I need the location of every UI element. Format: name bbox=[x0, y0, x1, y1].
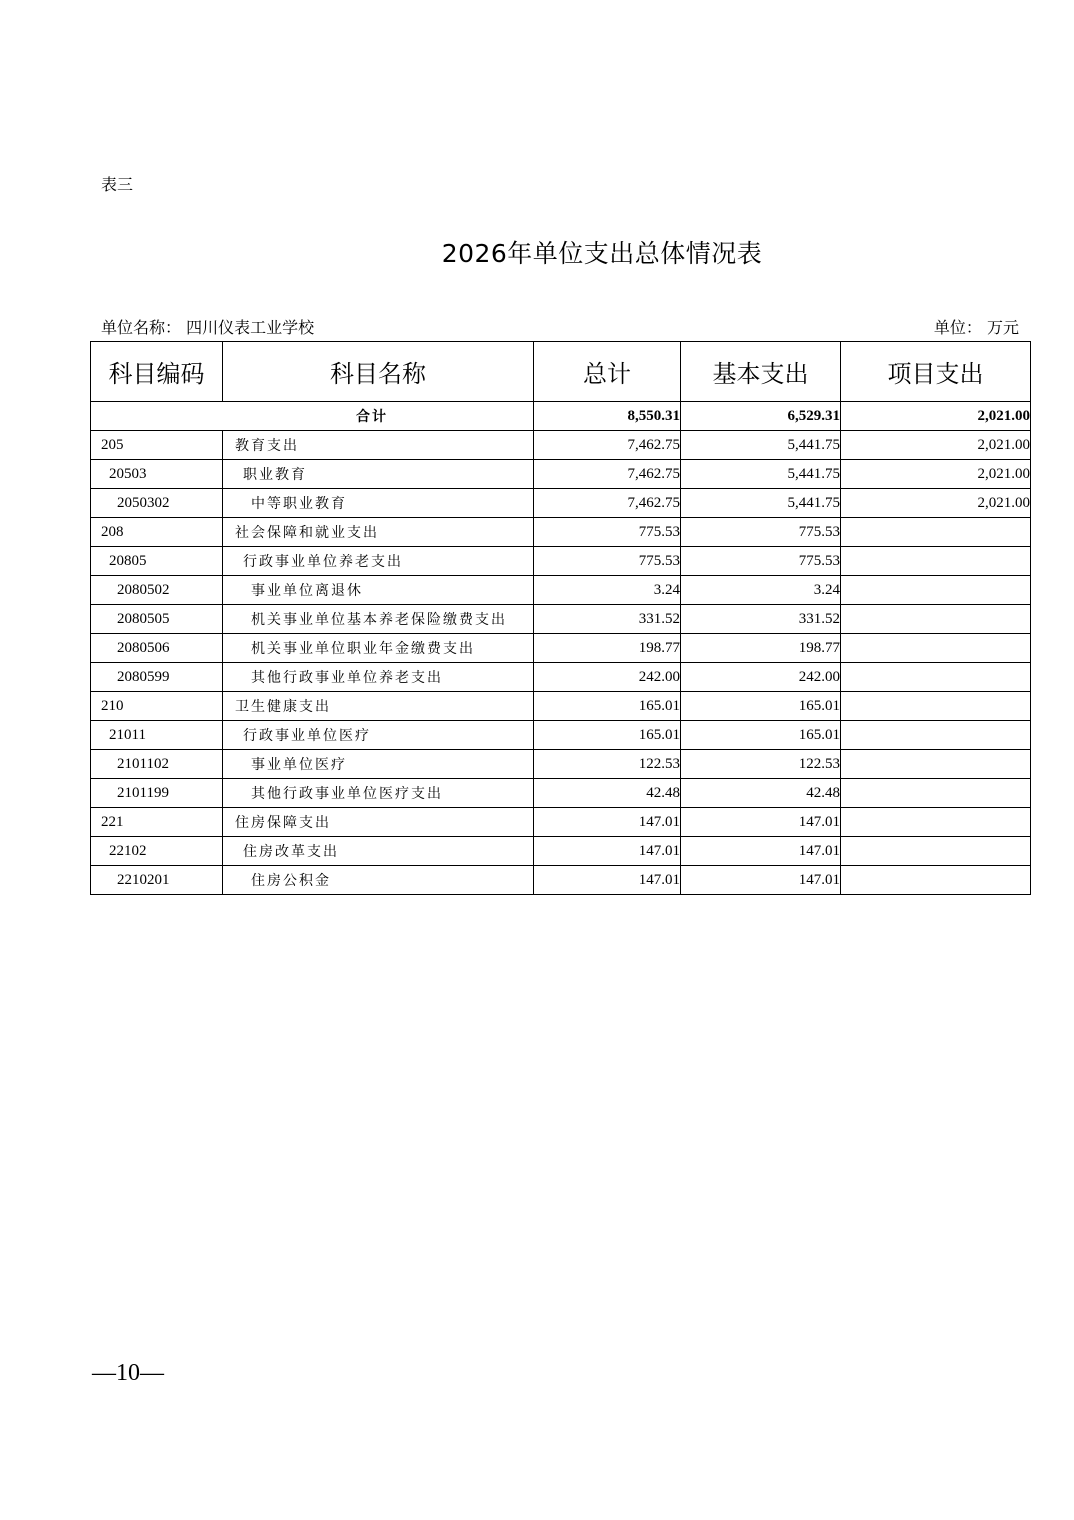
row-project: 2,021.00 bbox=[841, 489, 1031, 518]
unit-label: 单位： 万元 bbox=[933, 318, 1019, 337]
table-row bbox=[91, 866, 1031, 895]
page-title: 2026年单位支出总体情况表 bbox=[441, 239, 763, 268]
row-basic: 198.77 bbox=[681, 634, 841, 663]
row-name: 事业单位离退休 bbox=[223, 576, 534, 605]
row-name: 行政事业单位医疗 bbox=[223, 721, 534, 750]
row-project bbox=[841, 605, 1031, 634]
row-code: 2210201 bbox=[91, 866, 223, 895]
table-row bbox=[91, 547, 1031, 576]
row-basic: 147.01 bbox=[681, 866, 841, 895]
table-row bbox=[91, 779, 1031, 808]
row-code: 205 bbox=[91, 431, 223, 460]
row-code: 2080506 bbox=[91, 634, 223, 663]
row-total: 147.01 bbox=[534, 808, 681, 837]
row-basic: 5,441.75 bbox=[681, 460, 841, 489]
row-code: 22102 bbox=[91, 837, 223, 866]
row-total: 198.77 bbox=[534, 634, 681, 663]
row-name: 中等职业教育 bbox=[223, 489, 534, 518]
total-label: 合计 bbox=[91, 402, 534, 431]
table-row bbox=[91, 431, 1031, 460]
row-code: 210 bbox=[91, 692, 223, 721]
row-basic: 122.53 bbox=[681, 750, 841, 779]
row-code: 2050302 bbox=[91, 489, 223, 518]
expenditure-table bbox=[90, 341, 1031, 895]
row-total: 147.01 bbox=[534, 837, 681, 866]
row-total: 122.53 bbox=[534, 750, 681, 779]
row-total: 42.48 bbox=[534, 779, 681, 808]
table-row bbox=[91, 837, 1031, 866]
row-basic: 147.01 bbox=[681, 837, 841, 866]
row-total: 775.53 bbox=[534, 547, 681, 576]
table-row bbox=[91, 634, 1031, 663]
header-basic: 基本支出 bbox=[681, 342, 841, 402]
row-project bbox=[841, 576, 1031, 605]
row-basic: 331.52 bbox=[681, 605, 841, 634]
row-basic: 147.01 bbox=[681, 808, 841, 837]
row-name: 机关事业单位职业年金缴费支出 bbox=[223, 634, 534, 663]
header-name: 科目名称 bbox=[223, 342, 534, 402]
row-basic: 5,441.75 bbox=[681, 489, 841, 518]
row-project bbox=[841, 750, 1031, 779]
table-row bbox=[91, 692, 1031, 721]
table-row bbox=[91, 750, 1031, 779]
row-basic: 165.01 bbox=[681, 692, 841, 721]
header-project: 项目支出 bbox=[841, 342, 1031, 402]
row-total: 7,462.75 bbox=[534, 431, 681, 460]
row-project bbox=[841, 866, 1031, 895]
table-row bbox=[91, 489, 1031, 518]
row-name: 其他行政事业单位医疗支出 bbox=[223, 779, 534, 808]
row-code: 2101199 bbox=[91, 779, 223, 808]
row-total: 7,462.75 bbox=[534, 460, 681, 489]
table-row bbox=[91, 605, 1031, 634]
row-basic: 5,441.75 bbox=[681, 431, 841, 460]
row-name: 职业教育 bbox=[223, 460, 534, 489]
row-project bbox=[841, 547, 1031, 576]
row-basic: 775.53 bbox=[681, 547, 841, 576]
row-total: 147.01 bbox=[534, 866, 681, 895]
row-project bbox=[841, 808, 1031, 837]
table-header-row bbox=[91, 342, 1031, 402]
row-total: 3.24 bbox=[534, 576, 681, 605]
row-code: 2080502 bbox=[91, 576, 223, 605]
row-name: 住房公积金 bbox=[223, 866, 534, 895]
table-row bbox=[91, 721, 1031, 750]
row-code: 208 bbox=[91, 518, 223, 547]
row-name: 教育支出 bbox=[223, 431, 534, 460]
row-name: 住房保障支出 bbox=[223, 808, 534, 837]
row-total: 331.52 bbox=[534, 605, 681, 634]
row-code: 2080599 bbox=[91, 663, 223, 692]
table-row bbox=[91, 518, 1031, 547]
row-total: 775.53 bbox=[534, 518, 681, 547]
row-name: 社会保障和就业支出 bbox=[223, 518, 534, 547]
unit-name: 单位名称： 四川仪表工业学校 bbox=[101, 318, 315, 337]
row-basic: 242.00 bbox=[681, 663, 841, 692]
row-total: 165.01 bbox=[534, 721, 681, 750]
row-project bbox=[841, 692, 1031, 721]
total-total: 8,550.31 bbox=[534, 402, 681, 431]
header-total: 总计 bbox=[534, 342, 681, 402]
row-project bbox=[841, 779, 1031, 808]
row-code: 20805 bbox=[91, 547, 223, 576]
table-row bbox=[91, 576, 1031, 605]
row-name: 行政事业单位养老支出 bbox=[223, 547, 534, 576]
table-label: 表三 bbox=[101, 175, 134, 194]
row-code: 2101102 bbox=[91, 750, 223, 779]
row-code: 2080505 bbox=[91, 605, 223, 634]
header-code: 科目编码 bbox=[91, 342, 223, 402]
page-number: —10— bbox=[92, 1360, 164, 1386]
row-name: 机关事业单位基本养老保险缴费支出 bbox=[223, 605, 534, 634]
row-name: 事业单位医疗 bbox=[223, 750, 534, 779]
row-project bbox=[841, 634, 1031, 663]
row-project: 2,021.00 bbox=[841, 431, 1031, 460]
row-name: 卫生健康支出 bbox=[223, 692, 534, 721]
row-basic: 42.48 bbox=[681, 779, 841, 808]
row-basic: 3.24 bbox=[681, 576, 841, 605]
table-row bbox=[91, 460, 1031, 489]
row-code: 20503 bbox=[91, 460, 223, 489]
row-project bbox=[841, 837, 1031, 866]
row-project bbox=[841, 721, 1031, 750]
table-row bbox=[91, 663, 1031, 692]
total-row bbox=[91, 402, 1031, 431]
row-name: 其他行政事业单位养老支出 bbox=[223, 663, 534, 692]
row-basic: 775.53 bbox=[681, 518, 841, 547]
row-project: 2,021.00 bbox=[841, 460, 1031, 489]
row-project bbox=[841, 663, 1031, 692]
row-total: 165.01 bbox=[534, 692, 681, 721]
total-project: 2,021.00 bbox=[841, 402, 1031, 431]
table-row bbox=[91, 808, 1031, 837]
row-name: 住房改革支出 bbox=[223, 837, 534, 866]
row-code: 21011 bbox=[91, 721, 223, 750]
row-code: 221 bbox=[91, 808, 223, 837]
row-project bbox=[841, 518, 1031, 547]
row-total: 7,462.75 bbox=[534, 489, 681, 518]
row-total: 242.00 bbox=[534, 663, 681, 692]
total-basic: 6,529.31 bbox=[681, 402, 841, 431]
row-basic: 165.01 bbox=[681, 721, 841, 750]
